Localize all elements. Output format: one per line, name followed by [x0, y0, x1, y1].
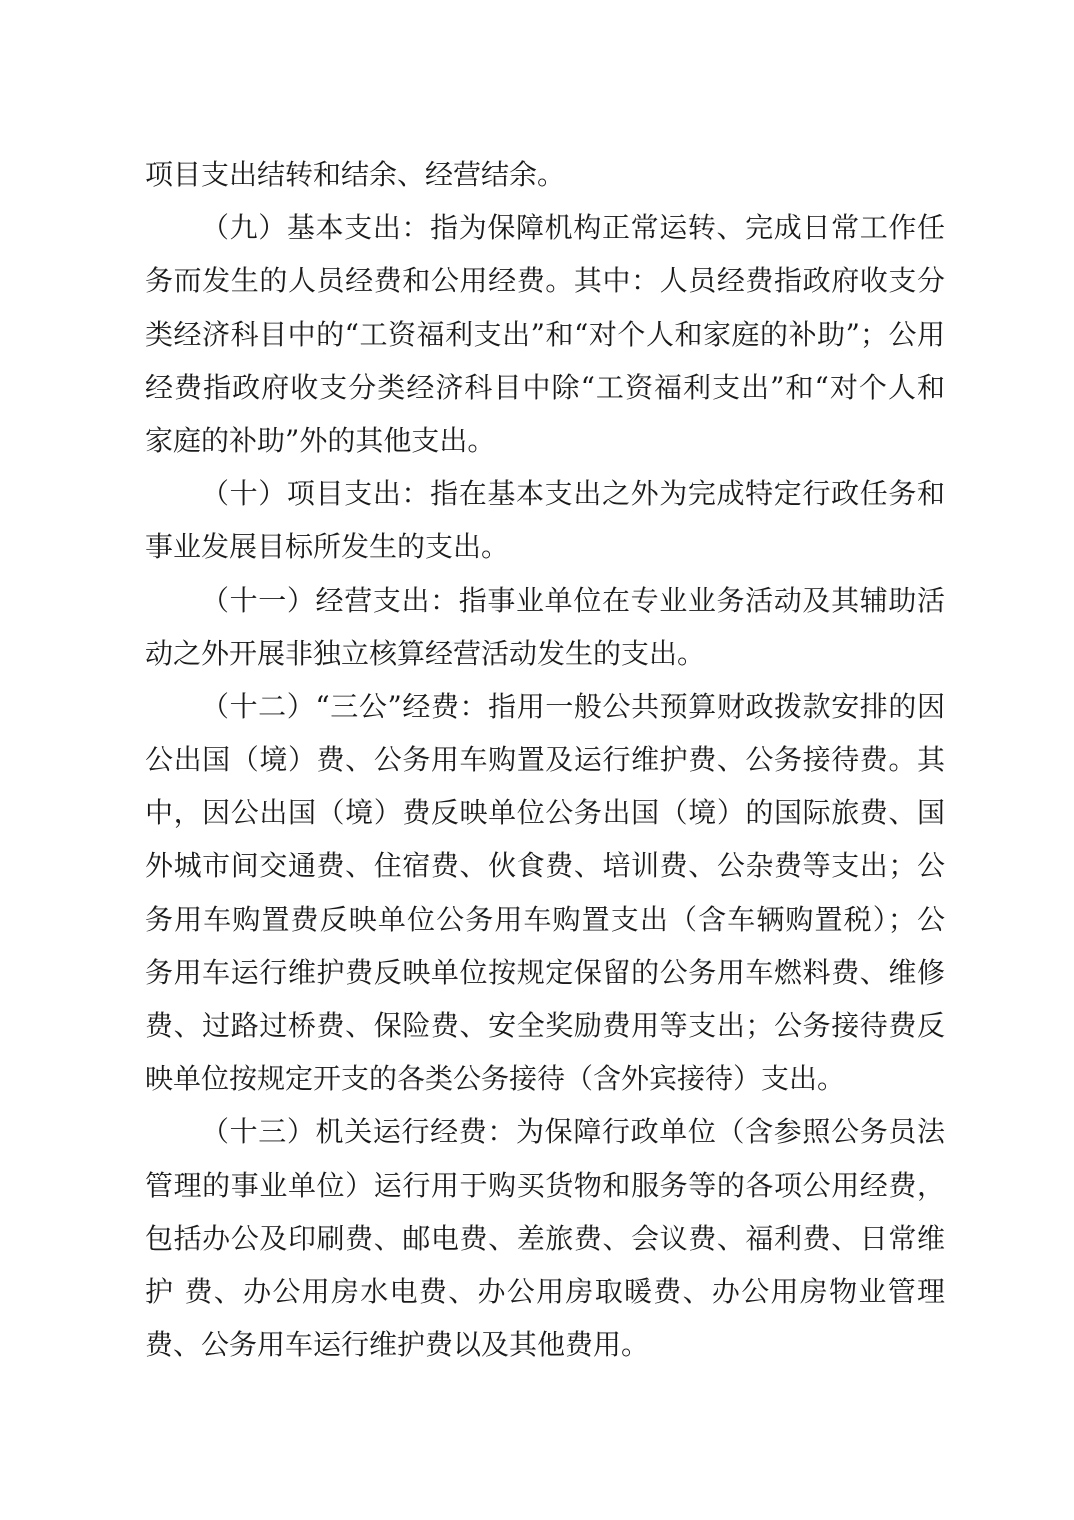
text-line: 项目支出结转和结余、经营结余。: [145, 158, 566, 191]
document-body: [145, 148, 945, 1371]
text-line: （十一）经营支出：指事业单位在专业业务活动及其辅助活: [201, 583, 945, 617]
text-line: 映单位按规定开支的各类公务接待（含外宾接待）支出。: [145, 1062, 846, 1096]
text-line: （十）项目支出：指在基本支出之外为完成特定行政任务和: [201, 477, 945, 511]
text-line: 动之外开展非独立核算经营活动发生的支出。: [145, 636, 706, 670]
text-line: 家庭的补助”外的其他支出。: [145, 423, 496, 457]
text-line: 费、过路过桥费、保险费、安全奖励费用等支出；公务接待费反: [145, 1009, 945, 1042]
text-line: 务而发生的人员经费和公用经费。其中：人员经费指政府收支分: [145, 264, 945, 298]
text-line: （十三）机关运行经费：为保障行政单位（含参照公务员法: [201, 1115, 945, 1149]
text-line: 类经济科目中的“工资福利支出”和“对个人和家庭的补助”；公用: [145, 317, 945, 351]
text-line: 包括办公及印刷费、邮电费、差旅费、会议费、福利费、日常维: [145, 1221, 945, 1255]
text-line: 费、公务用车运行维护费以及其他费用。: [145, 1328, 650, 1362]
text-line: 务用车购置费反映单位公务用车购置支出（含车辆购置税）；公: [145, 902, 945, 936]
text-line: 经费指政府收支分类经济科目中除“工资福利支出”和“对个人和: [145, 370, 945, 404]
text-line: 护 费、办公用房水电费、办公用房取暖费、办公用房物业管理: [145, 1274, 945, 1308]
text-line: （十二）“三公”经费：指用一般公共预算财政拨款安排的因: [201, 689, 945, 723]
text-line: 务用车运行维护费反映单位按规定保留的公务用车燃料费、维修: [145, 955, 945, 989]
text-line: 事业发展目标所发生的支出。: [145, 530, 510, 564]
text-line: 公出国（境）费、公务用车购置及运行维护费、公务接待费。其: [145, 743, 945, 777]
text-line: （九）基本支出：指为保障机构正常运转、完成日常工作任: [201, 211, 945, 245]
text-line: 管理的事业单位）运行用于购买货物和服务等的各项公用经费，: [145, 1168, 945, 1202]
text-line: 外城市间交通费、住宿费、伙食费、培训费、公杂费等支出；公: [145, 849, 945, 883]
text-line: 中，因公出国（境）费反映单位公务出国（境）的国际旅费、国: [145, 796, 945, 830]
